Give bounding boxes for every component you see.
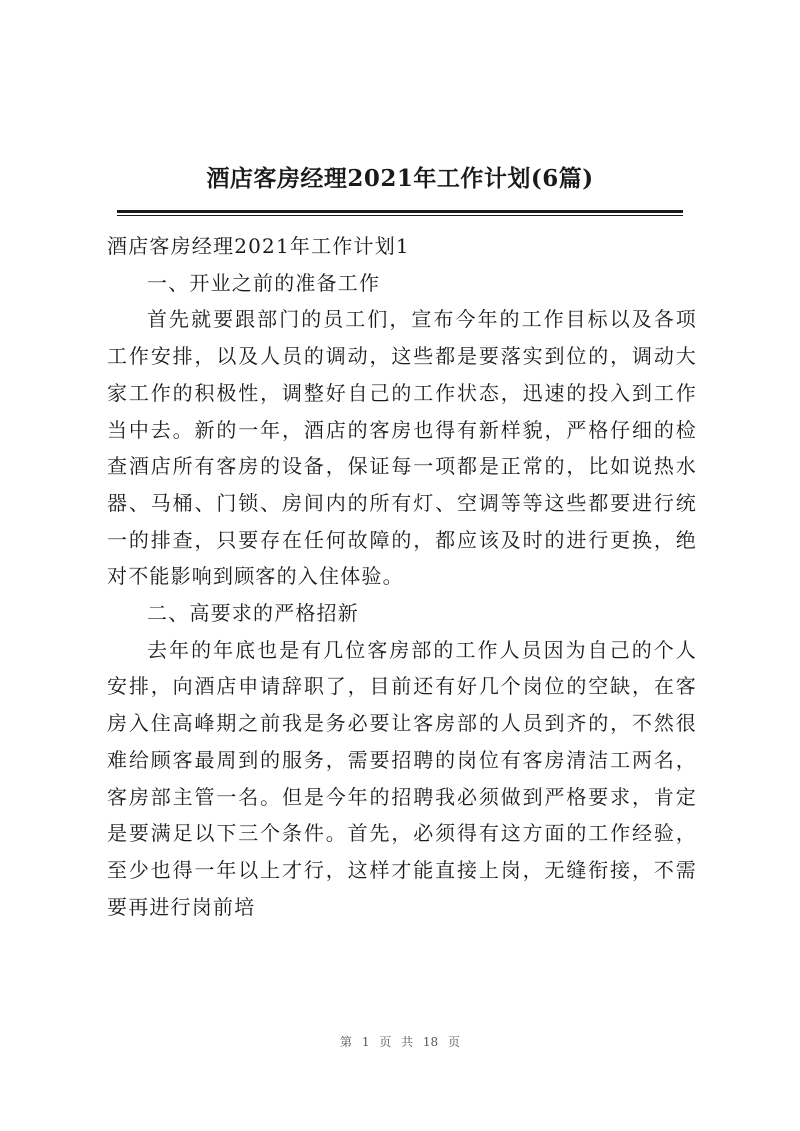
document-title: 酒店客房经理2021年工作计划(6篇) [206,165,594,192]
page-footer: 第 1 页 共 18 页 [340,1035,460,1049]
title-divider-thin [117,215,683,216]
title-divider-thick [117,210,683,213]
subsection-heading: 二、高要求的严格招新 [147,601,359,626]
document-body [107,228,697,925]
section-heading: 酒店客房经理2021年工作计划1 [107,234,410,258]
subsection-heading: 一、开业之前的准备工作 [147,270,381,295]
body-paragraph: 去年的年底也是有几位客房部的工作人员因为自己的个人安排，向酒店申请辞职了，目前还有好几个岗位的空缺，在客房入住高峰期之前我是务必要让客房部的人员到齐的，不然很难给顾客最周到的服务，需要招聘的岗位有客房清洁工两名，客房部主管一名。但是今年的招聘我必须做到严格要求，肯定是要满足以下三个条件。首先，必须得有这方面的工作经验，至少也得一年以上才行，这样才能直接上岗，无缝衔接，不需要再进行岗前培 [107,637,697,919]
body-paragraph: 首先就要跟部门的员工们，宣布今年的工作目标以及各项工作安排，以及人员的调动，这些都是要落实到位的，调动大家工作的积极性，调整好自己的工作状态，迅速的投入到工作当中去。新的一年，酒店的客房也得有新样貌，严格仔细的检查酒店所有客房的设备，保证每一项都是正常的，比如说热水器、马桶、门锁、房间内的所有灯、空调等等这些都要进行统一的排查，只要存在任何故障的，都应该及时的进行更换，绝对不能影响到顾客的入住体验。 [107,307,697,589]
